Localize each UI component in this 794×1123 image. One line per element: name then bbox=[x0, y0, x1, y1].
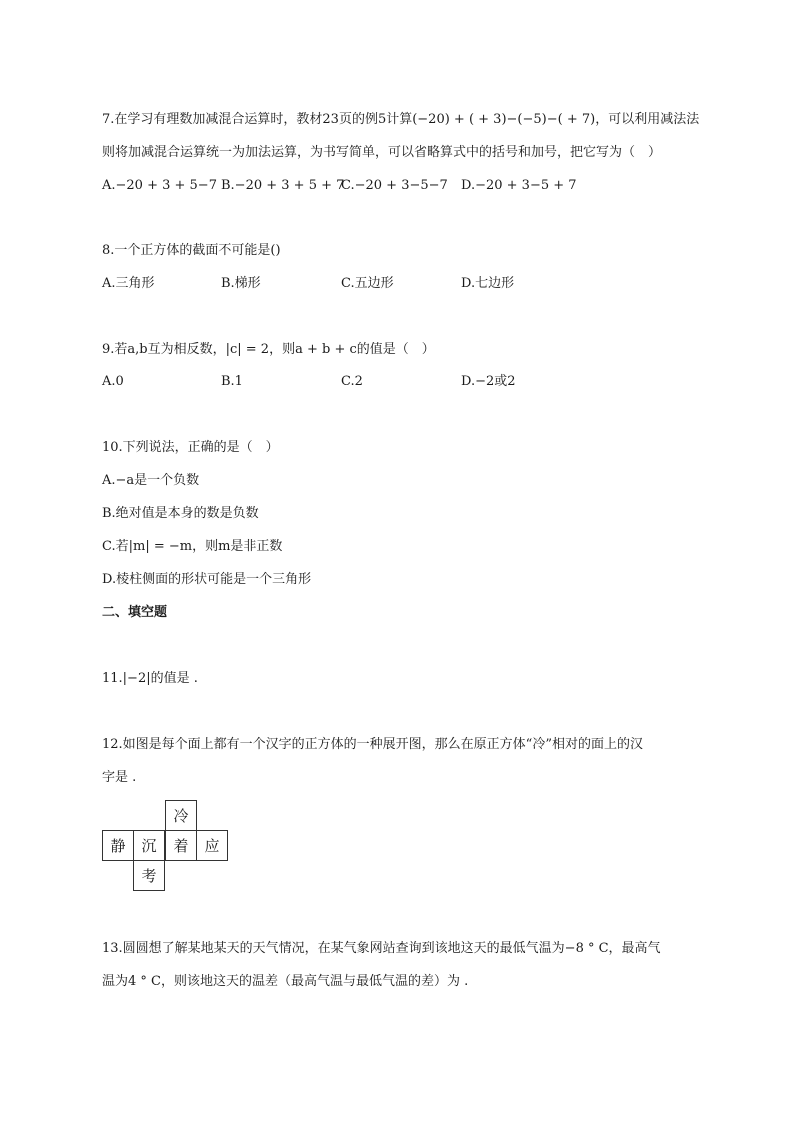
q10-option-b: B.绝对值是本身的数是负数 bbox=[102, 506, 259, 521]
q11-stem: 11.|−2|的值是 . bbox=[102, 671, 198, 686]
q8-stem: 8.一个正方体的截面不可能是() bbox=[102, 243, 281, 258]
q7-option-c: C.−20 + 3−5−7 bbox=[341, 178, 448, 193]
q7-option-d: D.−20 + 3−5 + 7 bbox=[461, 178, 577, 193]
q7-stem-line1: 7.在学习有理数加减混合运算时，教材23页的例5计算(−20) + ( + 3)−(−5)−( + 7)，可以利用减法法 bbox=[102, 112, 700, 127]
q12-stem-line1: 12.如图是每个面上都有一个汉字的正方体的一种展开图，那么在原正方体“冷”相对的面上的汉 bbox=[102, 737, 643, 752]
q7-option-b: B.−20 + 3 + 5 + 7 bbox=[221, 178, 345, 193]
q10-stem: 10.下列说法，正确的是（ ） bbox=[102, 440, 279, 455]
net-cell-bottom: 考 bbox=[133, 860, 165, 891]
net-cell-4: 应 bbox=[196, 830, 228, 861]
q8-option-d: D.七边形 bbox=[461, 276, 515, 291]
section-fill-in-title: 二、填空题 bbox=[102, 605, 168, 620]
q8-option-a: A.三角形 bbox=[102, 276, 155, 291]
q9-option-b: B.1 bbox=[221, 374, 243, 389]
q7-option-a: A.−20 + 3 + 5−7 bbox=[102, 178, 217, 193]
net-cell-top: 冷 bbox=[165, 800, 197, 831]
q8-option-c: C.五边形 bbox=[341, 276, 394, 291]
q10-option-d: D.棱柱侧面的形状可能是一个三角形 bbox=[102, 572, 312, 587]
q9-option-c: C.2 bbox=[341, 374, 363, 389]
net-cell-3: 着 bbox=[165, 830, 197, 861]
q10-option-a: A.−a是一个负数 bbox=[102, 473, 200, 488]
net-cell-1: 静 bbox=[102, 830, 134, 861]
net-cell-2: 沉 bbox=[133, 830, 165, 861]
q8-option-b: B.梯形 bbox=[221, 276, 261, 291]
q9-option-d: D.−2或2 bbox=[461, 374, 516, 389]
q12-stem-line2: 字是 . bbox=[102, 770, 137, 785]
q7-stem-line2: 则将加减混合运算统一为加法运算，为书写简单，可以省略算式中的括号和加号，把它写为（ ） bbox=[102, 145, 662, 160]
q13-stem-line2: 温为4 ° C，则该地这天的温差（最高气温与最低气温的差）为 . bbox=[102, 974, 469, 989]
q10-option-c: C.若|m| = −m，则m是非正数 bbox=[102, 539, 283, 554]
q13-stem-line1: 13.圆圆想了解某地某天的天气情况，在某气象网站查询到该地这天的最低气温为−8 ° C，最高气 bbox=[102, 941, 661, 956]
q9-stem: 9.若a,b互为相反数，|c| = 2，则a + b + c的值是（ ） bbox=[102, 342, 435, 357]
q9-option-a: A.0 bbox=[102, 374, 124, 389]
